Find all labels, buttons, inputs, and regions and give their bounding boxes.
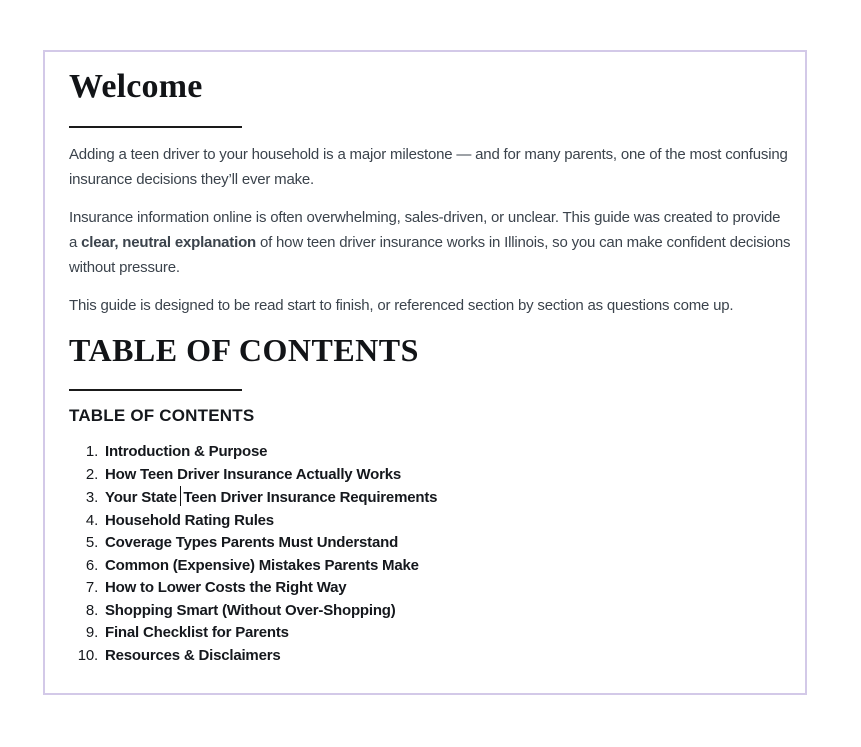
- toc-item-lower-costs[interactable]: 7. How to Lower Costs the Right Way: [102, 577, 791, 600]
- paragraph-guide[interactable]: [69, 205, 791, 280]
- toc-item-household-rating[interactable]: 4. Household Rating Rules: [102, 510, 791, 533]
- divider-rule-top: [69, 126, 242, 128]
- paragraph-guide-text-after: of how teen driver insurance works in Illinois, so you can make confident decisions without pressure.: [69, 234, 791, 276]
- toc-item-how-insurance-works[interactable]: 2. How Teen Driver Insurance Actually Works: [102, 464, 791, 487]
- toc-list: [69, 441, 791, 667]
- toc-item-shopping-smart[interactable]: 8. Shopping Smart (Without Over-Shopping): [102, 600, 791, 623]
- paragraph-intro[interactable]: Adding a teen driver to your household is a major milestone — and for many parents, one of the most confusing insurance decisions they’ll ever make.: [69, 146, 788, 188]
- document-container: [43, 50, 807, 695]
- text-caret: [180, 486, 182, 506]
- toc-item-resources[interactable]: 10. Resources & Disclaimers: [102, 645, 791, 668]
- toc-item-coverage-types[interactable]: 5. Coverage Types Parents Must Understand: [102, 532, 791, 555]
- toc-item-text-after-caret: Teen Driver Insurance Requirements: [183, 489, 438, 506]
- paragraph-guide-text-before: Insurance information online is often overwhelming, sales-driven, or unclear. This guide was created to provide a: [69, 209, 781, 251]
- toc-item-state-requirements[interactable]: [102, 486, 791, 510]
- toc-heading-small[interactable]: TABLE OF CONTENTS: [69, 406, 255, 425]
- paragraph-guide-bold-phrase: clear, neutral explanation: [81, 234, 256, 251]
- toc-heading-large[interactable]: TABLE OF CONTENTS: [69, 332, 419, 368]
- toc-item-text-before-caret: Your State: [105, 489, 177, 506]
- welcome-heading[interactable]: Welcome: [69, 68, 203, 105]
- toc-item-common-mistakes[interactable]: 6. Common (Expensive) Mistakes Parents Make: [102, 555, 791, 578]
- paragraph-usage[interactable]: This guide is designed to be read start to finish, or referenced section by section as questions come up.: [69, 297, 734, 314]
- divider-rule-toc: [69, 389, 242, 391]
- toc-item-introduction[interactable]: 1. Introduction & Purpose: [102, 441, 791, 464]
- toc-item-final-checklist[interactable]: 9. Final Checklist for Parents: [102, 622, 791, 645]
